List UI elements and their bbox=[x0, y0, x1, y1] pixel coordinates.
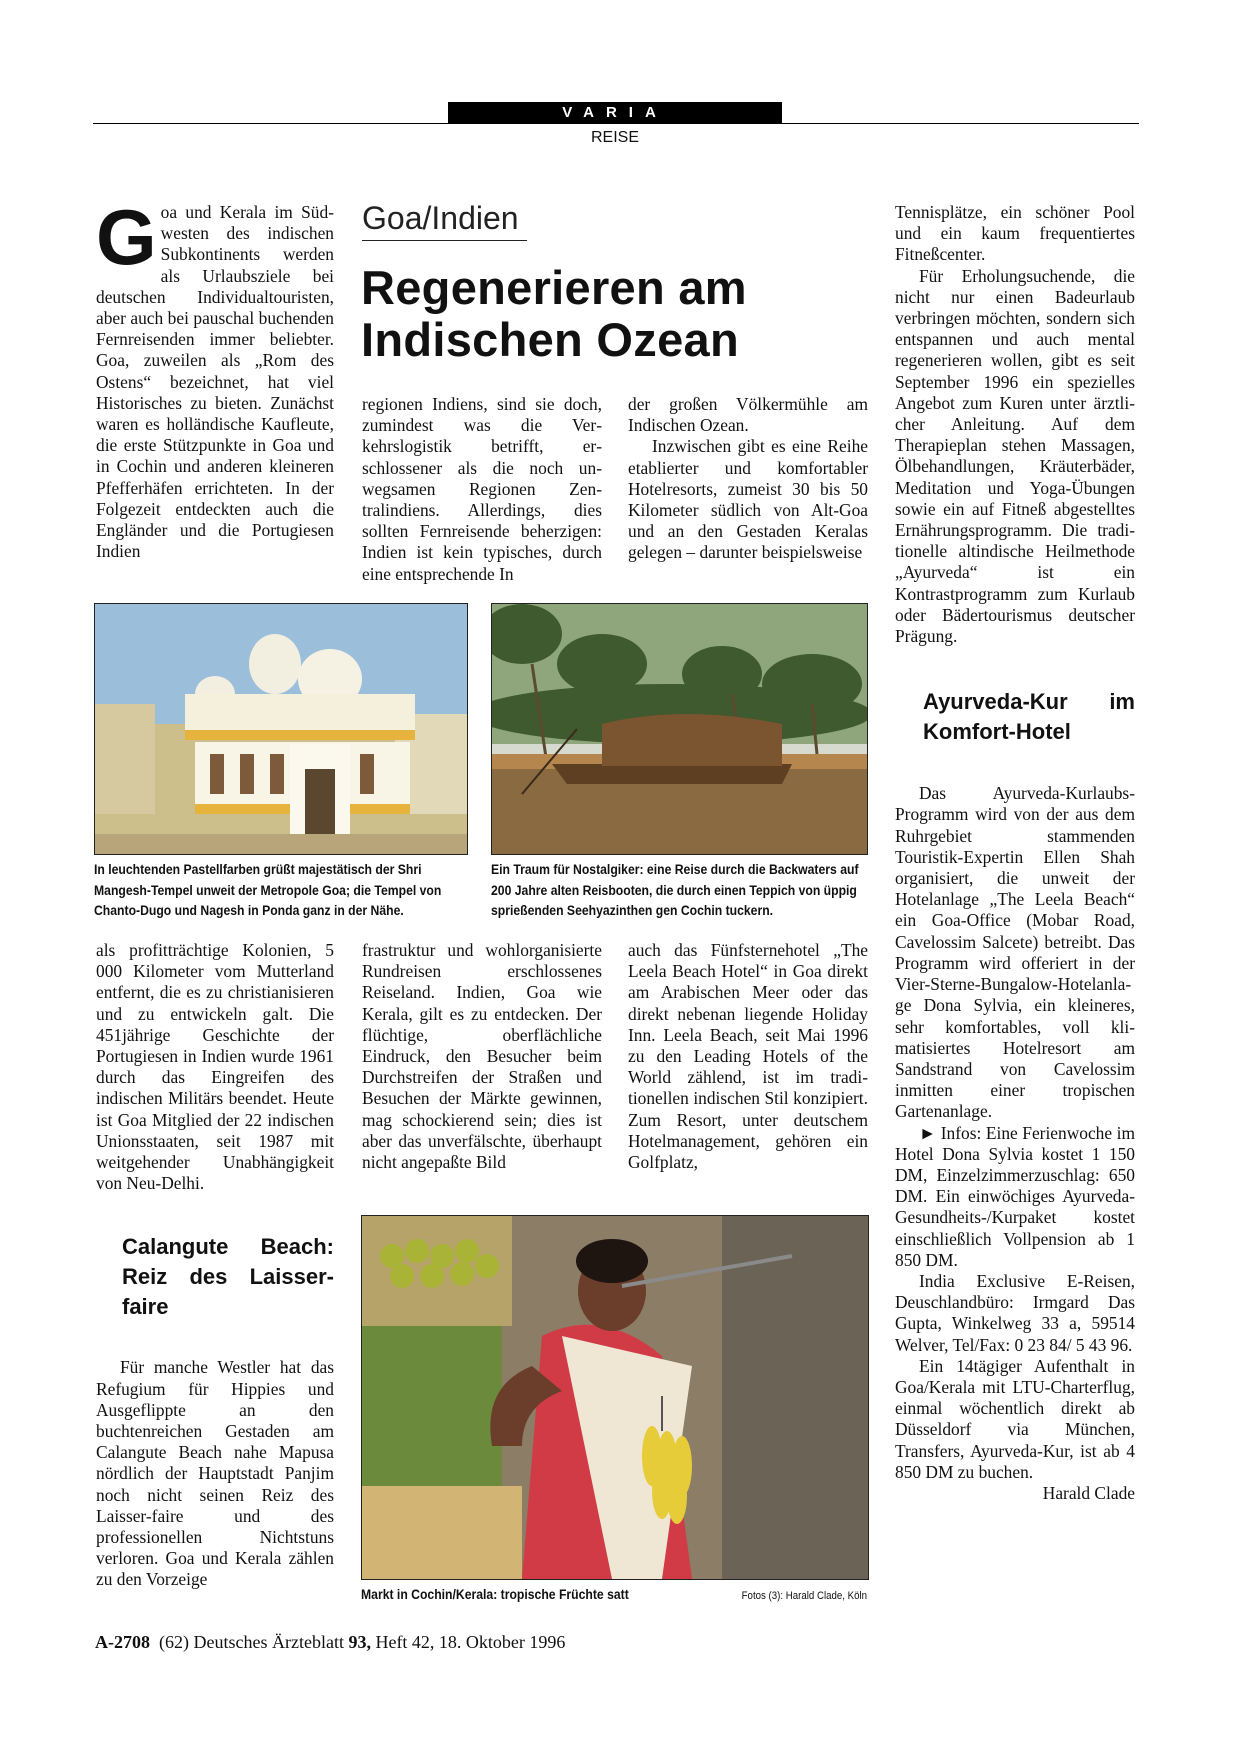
intro-text: oa und Kerala im Südwesten des indischen Subkontinents werden als Urlaubsziele bei deutschen Individualtouristen, aber auch bei pauschal buchenden Fernreisenden immer beliebter. Goa, zuweilen als „Rom des Ostens“ bezeichnet, hat viel Historisches zu bieten. Zunächst waren es holländische Kaufleute, die erste Stützpunkte in Goa und in Cochin und anderen kleineren Pfefferhäfen errichteten. In der Folgezeit entdeckten auch die Engländer und die Portugiesen Indien bbox=[96, 202, 334, 562]
page-number: A-2708 bbox=[95, 1632, 150, 1652]
column-2-top bbox=[362, 394, 602, 585]
paragraph: Das Ayurveda-Kurlaubs-Programm wird von der aus dem Ruhrgebiet stammenden Touristik-Expertin Ellen Shah organisiert, die unweit der Hotelanlage „The Leela Beach“ ein Goa-Office (Mobar Road, Cavelossim Salcete) betreibt. Das Programm wird offeriert in der Vier-Sterne-Bungalow-Hotelanlage Dona Sylvia, ein kleineres, sehr komfortables, voll klimatisiertes Hotelresort am Sandstrand von Cavelossim inmitten einer tropischen Gartenanlage. bbox=[895, 783, 1135, 1122]
section-label: VARIA bbox=[448, 102, 782, 124]
paragraph: Inzwischen gibt es eine Reihe etablierter und komfortabler Hotelresorts, zumeist 30 bis 50 Kilometer südlich von Alt-Goa und an den Gestaden Keralas gelegen – darunter beispielsweise bbox=[628, 436, 868, 563]
paragraph: frastruktur und wohlorganisierte Rundreisen erschlossenes Reiseland. Indien, Goa wie Kerala, gilt es zu entdecken. Der flüchtige, oberflächliche Eindruck, den Besucher beim Durchstreifen der Straßen und Besuchen der Märkte gewinnen, mag schockierend sein; dies ist aber das unverfälschte, überhaupt nicht angepaßte Bild bbox=[362, 940, 602, 1173]
subhead-ayurveda: Ayurveda-Kur im Komfort-Hotel bbox=[923, 689, 1135, 745]
paragraph: als profitträchtige Kolonien, 5 000 Kilometer vom Mutterland entfernt, die es zu christianisieren und zu entwickeln galt. Die 451jährige Geschichte der Portugiesen in Indien wurde 1961 durch das Eingreifen des indischen Militärs beendet. Heute ist Goa Mitglied der 22 indischen Unionsstaaten, seit 1987 mit weitgehender Unabhängigkeit von Neu-Delhi. bbox=[96, 940, 334, 1194]
column-1-top bbox=[96, 193, 334, 562]
page-local: (62) bbox=[159, 1632, 189, 1652]
paragraph: auch das Fünfsternehotel „The Leela Beach Hotel“ in Goa direkt am Arabischen Meer oder das direkt nebenan liegende Holiday Inn. Leela Beach, seit Mai 1996 zu den Leading Hotels of the World zählend, ist im traditionellen indischen Stil konzipiert. Zum Resort, unter deutschem Hotelmanagement, gehören ein Golfplatz, bbox=[628, 940, 868, 1173]
page-footer bbox=[95, 1632, 565, 1653]
caption-houseboat: Ein Traum für Nostalgiker: eine Reise durch die Backwaters auf 200 Jahre alten Reisbooten, die durch einen Teppich von üppig sprießenden Seehyazinthen gen Cochin tuckern. bbox=[491, 862, 859, 919]
photo-houseboat bbox=[491, 603, 868, 855]
journal-name: Deutsches Ärzteblatt bbox=[193, 1632, 344, 1652]
volume: 93, bbox=[348, 1632, 371, 1652]
photo-credit: Fotos (3): Harald Clade, Köln bbox=[741, 1590, 867, 1602]
paragraph: der großen Völkermühle am Indischen Ozean. bbox=[628, 394, 868, 436]
paragraph: Tennisplätze, ein schöner Pool und ein kaum frequentiertes Fitneßcenter. bbox=[895, 202, 1135, 265]
photo-market bbox=[361, 1215, 869, 1580]
article-kicker: Goa/Indien bbox=[362, 200, 527, 241]
paragraph: India Exclusive E-Reisen, Deuschlandbüro: Irmgard Das Gupta, Winkelweg 33 a, 59514 Welver, Tel/Fax: 0 23 84/ 5 43 96. bbox=[895, 1270, 1135, 1355]
column-3-bottom bbox=[628, 940, 868, 1173]
issue: Heft 42, 18. Oktober 1996 bbox=[375, 1632, 566, 1652]
column-3-top bbox=[628, 394, 868, 564]
caption-temple: In leuchtenden Pastellfarben grüßt majestätisch der Shri Mangesh-Tempel unweit der Metropole Goa; die Tempel von Chanto-Dugo und Nagesh in Ponda ganz in der Nähe. bbox=[94, 862, 442, 919]
photo-temple bbox=[94, 603, 468, 855]
paragraph: Ein 14tägiger Aufenthalt in Goa/Kerala mit LTU-Charterflug, einmal wöchentlich direkt ab Düsseldorf via München, Transfers, Ayurveda-Kur, ist ab 4 850 DM zu buchen. Harald Clade bbox=[895, 1355, 1135, 1503]
subsection-label: REISE bbox=[590, 129, 639, 146]
paragraph: regionen Indiens, sind sie doch, zumindest was die Verkehrslogistik betrifft, erschlossener als die noch unwegsamen Regionen Zentralindiens. Allerdings, dies sollten Fernreisende beherzigen: Indien ist kein typisches, durch eine entsprechende In bbox=[362, 394, 602, 584]
paragraph: Für manche Westler hat das Refugium für Hippies und Ausgeflippte an den buchtenreichen Gestaden am Calangute Beach nahe Mapusa nördlich der Hauptstadt Panjim noch nicht seinen Reiz des Laisser-faire und des professionellen Nichtstuns verloren. Goa und Kerala zählen zu den Vorzeige bbox=[96, 1357, 334, 1590]
column-1-bottom bbox=[96, 940, 334, 1591]
article-headline: Regenerieren am Indischen Ozean bbox=[361, 261, 747, 366]
caption-market: Markt in Cochin/Kerala: tropische Früchte satt bbox=[361, 1587, 629, 1603]
column-2-bottom bbox=[362, 940, 602, 1173]
author: Harald Clade bbox=[1042, 1482, 1135, 1503]
drop-cap: G bbox=[96, 193, 157, 281]
subhead-calangute: Calangute Beach: Reiz des Laisser-faire bbox=[122, 1234, 334, 1320]
paragraph: ► Infos: Eine Ferienwoche im Hotel Dona Sylvia kostet 1 150 DM, Einzelzimmerzuschlag: 650 DM. Ein einwöchiges Ayurveda-Gesundheits-/Kurpaket kostet einschließlich Vollpension ab 1 850 DM. bbox=[895, 1122, 1135, 1270]
column-4 bbox=[895, 202, 1135, 1504]
paragraph: Für Erholungsuchende, die nicht nur einen Badeurlaub verbringen möchten, sondern sich entspannen und auch mental regenerieren wollen, gibt es seit September 1996 ein spezielles Angebot zum Kuren unter ärztlicher Anleitung. Auf dem Therapieplan stehen Massagen, Ölbehandlungen, Kräuterbäder, Meditation und Yoga-Übungen sowie ein auf Fitneß abgestelltes Ernährungsprogramm. Die traditionelle altindische Heilmethode „Ayurveda“ ist ein Kontrastprogramm zum Kurlaub oder Bädertourismus deutscher Prägung. bbox=[895, 265, 1135, 647]
